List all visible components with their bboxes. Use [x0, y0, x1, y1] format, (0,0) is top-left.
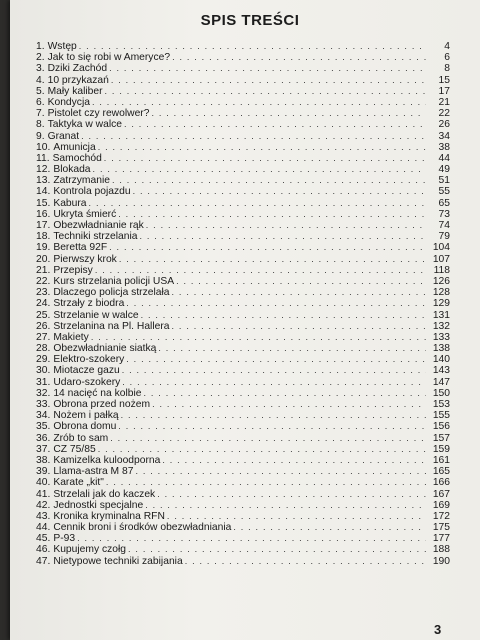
toc-entry — [36, 343, 450, 354]
entry-number: 18. — [36, 231, 51, 243]
entry-number: 11. — [36, 152, 50, 164]
entry-page-number: 165 — [432, 466, 450, 478]
dot-leader — [111, 75, 426, 86]
entry-page-number: 150 — [432, 387, 450, 399]
dot-leader — [122, 377, 426, 388]
entry-title: Techniki strzelania — [53, 231, 138, 243]
dot-leader — [172, 287, 426, 298]
entry-number: 8. — [36, 119, 45, 131]
entry-number: 45. — [36, 533, 51, 545]
toc-entry — [36, 500, 450, 511]
entry-page-number: 188 — [432, 544, 450, 556]
page-title: SPIS TREŚCI — [200, 12, 300, 29]
dot-leader — [98, 142, 426, 153]
toc-entry — [36, 377, 450, 388]
entry-number: 27. — [36, 331, 51, 343]
toc-entry — [36, 220, 450, 231]
entry-title: Nożem i pałką — [53, 410, 119, 422]
entry-page-number: 129 — [432, 298, 450, 310]
entry-title: Zatrzymanie — [53, 175, 110, 187]
entry-page-number: 159 — [432, 443, 450, 455]
entry-number: 41. — [36, 488, 51, 500]
entry-title: Strzelanie w walce — [53, 309, 139, 321]
entry-title: Pierwszy krok — [53, 253, 117, 265]
dot-leader — [91, 332, 426, 343]
entry-page-number: 22 — [438, 108, 450, 120]
entry-page-number: 49 — [438, 164, 450, 176]
entry-number: 2. — [36, 52, 45, 64]
entry-title: Obrona przed nożem — [53, 399, 151, 410]
entry-title: Zrób to sam — [53, 432, 109, 444]
entry-title: Kamizelka kuloodporna — [53, 454, 161, 466]
entry-page-number: 44 — [438, 152, 450, 164]
dot-leader — [151, 108, 426, 119]
entry-number: 5. — [36, 85, 45, 97]
entry-number: 32. — [36, 387, 51, 399]
page-number: 3 — [434, 622, 442, 637]
entry-title: Kondycja — [47, 96, 90, 108]
entry-number: 26. — [36, 320, 51, 332]
dot-leader — [122, 365, 426, 376]
entry-title: 10 przykazań — [47, 74, 109, 86]
entry-number: 23. — [36, 287, 51, 299]
entry-number: 16. — [36, 208, 51, 220]
toc-entry — [36, 522, 450, 533]
entry-title: P-93 — [53, 533, 76, 545]
toc-entry — [36, 354, 450, 365]
entry-page-number: 26 — [438, 119, 450, 131]
entry-number: 43. — [36, 510, 51, 522]
dot-leader — [135, 466, 426, 477]
dot-leader — [92, 97, 426, 108]
entry-number: 29. — [36, 354, 51, 366]
dot-leader — [121, 410, 426, 421]
entry-number: 44. — [36, 522, 51, 534]
toc-entry — [36, 97, 450, 108]
entry-title: Strzelali jak do kaczek — [53, 488, 156, 500]
entry-title: Granat — [47, 130, 80, 142]
entry-number: 34. — [36, 410, 51, 422]
entry-title: Kontrola pojazdu — [53, 186, 131, 198]
dot-leader — [95, 265, 426, 276]
entry-page-number: 118 — [433, 264, 450, 276]
dot-leader — [81, 131, 426, 142]
toc-entry — [36, 410, 450, 421]
entry-number: 13. — [36, 175, 51, 187]
entry-page-number: 166 — [432, 477, 450, 489]
entry-title: CZ 75/85 — [53, 443, 96, 455]
dot-leader — [110, 433, 426, 444]
toc-entry — [36, 321, 450, 332]
dot-leader — [152, 399, 426, 410]
entry-title: Strzały z biodra — [53, 298, 125, 310]
toc-entry — [36, 186, 450, 197]
entry-page-number: 132 — [432, 320, 450, 332]
entry-page-number: 169 — [432, 499, 450, 511]
toc-entry — [36, 119, 450, 130]
entry-page-number: 143 — [432, 365, 450, 377]
dot-leader — [176, 276, 426, 287]
dot-leader — [79, 41, 426, 52]
entry-page-number: 4 — [444, 41, 450, 52]
entry-page-number: 73 — [438, 208, 450, 220]
entry-title: Ukryta śmierć — [53, 208, 117, 220]
entry-number: 15. — [36, 197, 51, 209]
entry-page-number: 131 — [432, 309, 450, 321]
entry-page-number: 157 — [432, 432, 450, 444]
entry-title: Makiety — [53, 331, 89, 343]
entry-number: 47. — [36, 555, 51, 567]
entry-page-number: 138 — [432, 343, 450, 355]
entry-number: 22. — [36, 275, 51, 287]
toc-entry — [36, 388, 450, 399]
entry-page-number: 17 — [438, 85, 450, 97]
toc-entry — [36, 444, 450, 455]
entry-title: Miotacze gazu — [53, 365, 120, 377]
entry-number: 40. — [36, 477, 51, 489]
entry-title: Amunicja — [53, 141, 96, 153]
toc-entry — [36, 477, 450, 488]
toc-entry — [36, 287, 450, 298]
toc-entry — [36, 41, 450, 52]
dot-leader — [106, 477, 426, 488]
entry-title: Cennik broni i środków obezwładniania — [53, 522, 232, 534]
dot-leader — [118, 421, 426, 432]
entry-title: Taktyka w walce — [47, 119, 122, 131]
entry-number: 37. — [36, 443, 51, 455]
entry-page-number: 167 — [432, 488, 450, 500]
toc-entry — [36, 63, 450, 74]
entry-title: Kabura — [53, 197, 87, 209]
entry-title: Obezwładnianie siatką — [53, 343, 157, 355]
entry-title: Dlaczego policja strzelała — [53, 287, 170, 299]
dot-leader — [109, 63, 426, 74]
entry-title: Kronika kryminalna RFN — [53, 510, 165, 522]
entry-number: 39. — [36, 466, 51, 478]
entry-title: Udaro-szokery — [53, 376, 121, 388]
entry-page-number: 128 — [432, 287, 450, 299]
entry-title: Karate „kit" — [53, 477, 104, 489]
entry-page-number: 34 — [438, 130, 450, 142]
entry-page-number: 107 — [432, 253, 450, 265]
entry-number: 20. — [36, 253, 51, 265]
entry-number: 24. — [36, 298, 51, 310]
entry-title: Wstęp — [47, 41, 77, 52]
dot-leader — [128, 544, 426, 555]
entry-number: 38. — [36, 454, 51, 466]
toc-entry — [36, 198, 450, 209]
dot-leader — [141, 310, 426, 321]
toc-entry — [36, 86, 450, 97]
toc-entry — [36, 533, 450, 544]
dot-leader — [167, 511, 426, 522]
entry-number: 4. — [36, 74, 45, 86]
entry-page-number: 65 — [438, 197, 450, 209]
entry-page-number: 153 — [432, 399, 450, 410]
dot-leader — [77, 533, 426, 544]
entry-title: Dziki Zachód — [47, 63, 108, 75]
entry-title: Jednostki specjalne — [53, 499, 144, 511]
table-of-contents — [36, 41, 450, 567]
entry-page-number: 38 — [438, 141, 450, 153]
dot-leader — [118, 209, 426, 220]
dot-leader — [172, 321, 426, 332]
toc-entry — [36, 421, 450, 432]
entry-number: 30. — [36, 365, 51, 377]
dot-leader — [145, 500, 426, 511]
entry-number: 42. — [36, 499, 51, 511]
entry-page-number: 6 — [444, 52, 450, 64]
entry-title: Beretta 92F — [53, 242, 108, 254]
dot-leader — [146, 220, 426, 231]
dot-leader — [89, 198, 426, 209]
entry-title: Obrona domu — [53, 421, 117, 433]
entry-page-number: 104 — [432, 242, 450, 254]
entry-title: Jak to się robi w Ameryce? — [47, 52, 171, 64]
toc-entry — [36, 489, 450, 500]
dot-leader — [104, 153, 426, 164]
book-page — [10, 0, 480, 640]
entry-page-number: 175 — [432, 522, 450, 534]
toc-entry — [36, 175, 450, 186]
dot-leader — [126, 298, 426, 309]
entry-page-number: 161 — [432, 454, 450, 466]
entry-title: Przepisy — [53, 264, 93, 276]
toc-entry — [36, 153, 450, 164]
entry-title: Mały kaliber — [47, 85, 103, 97]
entry-page-number: 177 — [432, 533, 450, 545]
dot-leader — [112, 175, 426, 186]
entry-number: 12. — [36, 164, 51, 176]
dot-leader — [105, 86, 426, 97]
entry-number: 28. — [36, 343, 51, 355]
entry-number: 7. — [36, 108, 45, 120]
toc-entry — [36, 265, 450, 276]
toc-entry — [36, 209, 450, 220]
dot-leader — [98, 444, 426, 455]
entry-page-number: 55 — [438, 186, 450, 198]
entry-title: Blokada — [53, 164, 91, 176]
entry-number: 36. — [36, 432, 51, 444]
entry-page-number: 172 — [432, 510, 450, 522]
toc-entry — [36, 142, 450, 153]
dot-leader — [133, 186, 426, 197]
entry-title: Pistolet czy rewolwer? — [47, 108, 150, 120]
toc-entry — [36, 231, 450, 242]
toc-entry — [36, 332, 450, 343]
entry-number: 46. — [36, 544, 51, 556]
entry-title: Kurs strzelania policji USA — [53, 275, 175, 287]
toc-entry — [36, 276, 450, 287]
toc-entry — [36, 399, 450, 410]
dot-leader — [126, 354, 426, 365]
entry-page-number: 147 — [432, 376, 450, 388]
entry-page-number: 8 — [444, 63, 450, 75]
entry-number: 25. — [36, 309, 51, 321]
entry-page-number: 15 — [438, 74, 450, 86]
toc-entry — [36, 556, 450, 567]
dot-leader — [233, 522, 426, 533]
entry-title: Kupujemy czołg — [53, 544, 127, 556]
toc-entry — [36, 108, 450, 119]
entry-number: 21. — [36, 264, 51, 276]
entry-number: 9. — [36, 130, 45, 142]
entry-title: 14 nacięć na kolbie — [53, 387, 142, 399]
entry-number: 14. — [36, 186, 51, 198]
entry-title: Obezwładnianie rąk — [53, 220, 144, 231]
toc-entry — [36, 298, 450, 309]
entry-number: 3. — [36, 63, 45, 75]
dot-leader — [144, 388, 427, 399]
entry-page-number: 133 — [432, 331, 450, 343]
entry-number: 6. — [36, 96, 45, 108]
dot-leader — [93, 164, 426, 175]
dot-leader — [119, 254, 426, 265]
dot-leader — [185, 556, 426, 567]
toc-entry — [36, 433, 450, 444]
toc-entry — [36, 242, 450, 253]
entry-title: Samochód — [52, 152, 102, 164]
toc-entry — [36, 131, 450, 142]
dot-leader — [109, 242, 426, 253]
dot-leader — [158, 343, 426, 354]
entry-page-number: 21 — [438, 96, 450, 108]
toc-entry — [36, 365, 450, 376]
entry-page-number: 155 — [432, 410, 450, 422]
entry-page-number: 140 — [432, 354, 450, 366]
toc-entry — [36, 511, 450, 522]
entry-number: 35. — [36, 421, 51, 433]
toc-entry — [36, 544, 450, 555]
entry-page-number: 190 — [432, 555, 450, 567]
entry-number: 33. — [36, 399, 51, 410]
entry-title: Nietypowe techniki zabijania — [53, 555, 183, 567]
entry-number: 31. — [36, 376, 51, 388]
entry-number: 10. — [36, 141, 51, 153]
entry-page-number: 51 — [438, 175, 450, 187]
toc-entry — [36, 254, 450, 265]
entry-page-number: 156 — [432, 421, 450, 433]
dot-leader — [157, 489, 426, 500]
entry-title: Elektro-szokery — [53, 354, 125, 366]
dot-leader — [124, 119, 426, 130]
entry-number: 17. — [36, 220, 51, 231]
toc-entry — [36, 310, 450, 321]
dot-leader — [162, 455, 426, 466]
toc-entry — [36, 75, 450, 86]
entry-number: 19. — [36, 242, 51, 254]
entry-page-number: 79 — [438, 231, 450, 243]
entry-title: Strzelanina na Pl. Hallera — [53, 320, 170, 332]
toc-entry — [36, 164, 450, 175]
entry-page-number: 126 — [432, 275, 450, 287]
dot-leader — [172, 52, 426, 63]
toc-entry — [36, 52, 450, 63]
entry-title: Llama-astra M 87 — [53, 466, 134, 478]
toc-entry — [36, 455, 450, 466]
dot-leader — [139, 231, 426, 242]
entry-page-number: 74 — [438, 220, 450, 231]
entry-number: 1. — [36, 41, 45, 52]
toc-entry — [36, 466, 450, 477]
